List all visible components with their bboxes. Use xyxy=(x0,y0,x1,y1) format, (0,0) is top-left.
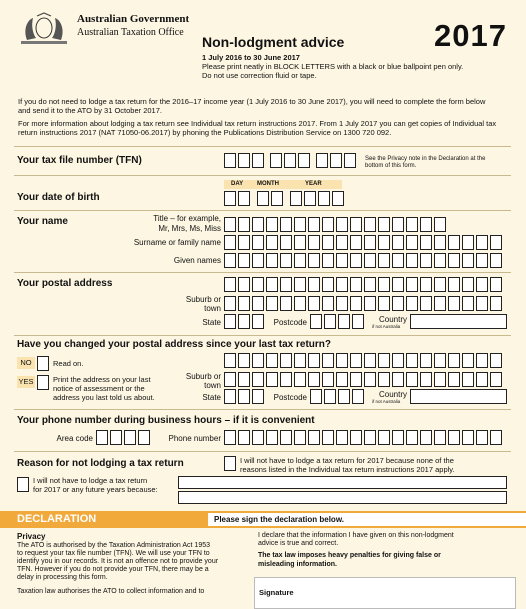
reason-opt2-checkbox[interactable] xyxy=(17,477,29,492)
address-char-box[interactable] xyxy=(392,277,404,292)
prev-address-char-box[interactable] xyxy=(252,353,264,368)
period: 1 July 2016 to 30 June 2017 xyxy=(202,53,300,62)
address-char-box[interactable] xyxy=(448,277,460,292)
yes-checkbox[interactable] xyxy=(37,375,49,390)
suburb-char-box[interactable] xyxy=(490,296,502,311)
address-char-box[interactable] xyxy=(420,277,432,292)
prev-suburb-char-box[interactable] xyxy=(378,372,390,387)
prev-suburb-char-box[interactable] xyxy=(336,372,348,387)
phone-number-box[interactable] xyxy=(224,430,236,445)
suburb-char-box[interactable] xyxy=(462,296,474,311)
phone-number-box[interactable] xyxy=(406,430,418,445)
prev-state-char-box[interactable] xyxy=(238,389,250,404)
surname-char-box[interactable] xyxy=(336,235,348,250)
phone-number-box[interactable] xyxy=(364,430,376,445)
prev-suburb-label-1: Suburb or xyxy=(185,372,221,381)
prev-address-char-box[interactable] xyxy=(490,353,502,368)
prev-suburb-label-2: town xyxy=(204,381,221,390)
declare-line-2: advice is true and correct. xyxy=(258,540,339,547)
prev-address-char-box[interactable] xyxy=(420,353,432,368)
suburb-char-box[interactable] xyxy=(322,296,334,311)
title-label-1: Title – for example, xyxy=(153,214,221,223)
surname-char-box[interactable] xyxy=(252,235,264,250)
signature-label: Signature xyxy=(259,588,294,597)
given-names-char-box[interactable] xyxy=(252,253,264,268)
address-char-box[interactable] xyxy=(238,277,250,292)
dob-day-box[interactable] xyxy=(224,191,236,206)
surname-char-box[interactable] xyxy=(448,235,460,250)
surname-char-box[interactable] xyxy=(434,235,446,250)
tfn-digit-box[interactable] xyxy=(238,153,250,168)
prev-address-char-box[interactable] xyxy=(392,353,404,368)
prev-suburb-char-box[interactable] xyxy=(448,372,460,387)
reason-opt1-checkbox[interactable] xyxy=(224,456,236,471)
privacy-heading: Privacy xyxy=(17,532,46,541)
penalty-line-1: The tax law imposes heavy penalties for giving false or xyxy=(258,552,441,559)
prev-address-char-box[interactable] xyxy=(280,353,292,368)
reason-opt2-text-2: for 2017 or any future years because: xyxy=(33,485,158,494)
phone-number-box[interactable] xyxy=(238,430,250,445)
prev-suburb-char-box[interactable] xyxy=(476,372,488,387)
address-char-box[interactable] xyxy=(252,277,264,292)
suburb-char-box[interactable] xyxy=(224,296,236,311)
name-label: Your name xyxy=(17,216,68,227)
prev-address-char-box[interactable] xyxy=(294,353,306,368)
tfn-privacy-note: See the Privacy note in the Declaration at the bottom of this form. xyxy=(365,156,486,169)
reason-label: Reason for not lodging a tax return xyxy=(17,458,184,469)
intro-paragraph-1: If you do not need to lodge a tax return for the 2016–17 income year (1 July 2016 to 30 June 2017), you will need to complete the form below and send it to the ATO by 31 October 2017. xyxy=(18,97,486,115)
phone-number-box[interactable] xyxy=(266,430,278,445)
title-char-box[interactable] xyxy=(378,217,390,232)
suburb-char-box[interactable] xyxy=(448,296,460,311)
dob-year-box[interactable] xyxy=(332,191,344,206)
form-year: 2017 xyxy=(434,18,507,53)
privacy-line-5: delay in processing this form. xyxy=(17,574,108,581)
postcode-char-box[interactable] xyxy=(324,314,336,329)
area-code-box[interactable] xyxy=(96,430,108,445)
surname-label: Surname or family name xyxy=(133,238,221,247)
given-names-char-box[interactable] xyxy=(308,253,320,268)
dob-label: Your date of birth xyxy=(17,192,100,203)
dob-month-box[interactable] xyxy=(257,191,269,206)
surname-char-box[interactable] xyxy=(308,235,320,250)
given-names-char-box[interactable] xyxy=(392,253,404,268)
given-names-char-box[interactable] xyxy=(490,253,502,268)
state-label: State xyxy=(202,318,221,327)
phone-number-box[interactable] xyxy=(462,430,474,445)
given-names-char-box[interactable] xyxy=(406,253,418,268)
intro-paragraph-2: For more information about lodging a tax return see Individual tax return instructions 2017. From 1 July 2017 you can get copies of Individual tax return instructions 2017 (NAT 71050-06.2017) by phoning the Publications Distribution Service on 1300 720 092. xyxy=(18,119,497,137)
surname-char-box[interactable] xyxy=(266,235,278,250)
given-names-char-box[interactable] xyxy=(448,253,460,268)
prev-state-char-box[interactable] xyxy=(252,389,264,404)
state-char-box[interactable] xyxy=(252,314,264,329)
address-char-box[interactable] xyxy=(322,277,334,292)
surname-char-box[interactable] xyxy=(378,235,390,250)
prev-suburb-char-box[interactable] xyxy=(420,372,432,387)
penalty-line-2: misleading information. xyxy=(258,561,337,568)
no-tag: NO xyxy=(17,357,35,369)
yes-text-2: notice of assessment or the xyxy=(53,384,145,393)
surname-char-box[interactable] xyxy=(224,235,236,250)
phone-number-box[interactable] xyxy=(336,430,348,445)
declaration-title: DECLARATION xyxy=(17,513,97,525)
suburb-char-box[interactable] xyxy=(420,296,432,311)
title-char-box[interactable] xyxy=(266,217,278,232)
phone-number-label: Phone number xyxy=(168,434,221,443)
divider xyxy=(14,146,511,147)
suburb-char-box[interactable] xyxy=(280,296,292,311)
given-names-char-box[interactable] xyxy=(434,253,446,268)
address-char-box[interactable] xyxy=(294,277,306,292)
coat-of-arms-logo xyxy=(17,12,71,46)
instruction-1: Please print neatly in BLOCK LETTERS with a black or blue ballpoint pen only. xyxy=(202,62,464,71)
prev-suburb-char-box[interactable] xyxy=(490,372,502,387)
address-char-box[interactable] xyxy=(406,277,418,292)
divider xyxy=(14,175,511,176)
title-char-box[interactable] xyxy=(420,217,432,232)
surname-char-box[interactable] xyxy=(406,235,418,250)
surname-char-box[interactable] xyxy=(490,235,502,250)
divider xyxy=(14,210,511,211)
given-names-label: Given names xyxy=(173,256,221,265)
reason-opt1-text-1: I will not have to lodge a tax return for 2017 because none of the xyxy=(240,456,454,465)
reason-opt2-text-1: I will not have to lodge a tax return xyxy=(33,476,148,485)
prev-address-char-box[interactable] xyxy=(462,353,474,368)
privacy-line-6: Taxation law authorises the ATO to collect information and to xyxy=(17,588,205,595)
prev-postcode-char-box[interactable] xyxy=(324,389,336,404)
no-checkbox[interactable] xyxy=(37,356,49,371)
declare-line-1: I declare that the information I have given on this non-lodgment xyxy=(258,532,454,539)
surname-char-box[interactable] xyxy=(280,235,292,250)
given-names-char-box[interactable] xyxy=(294,253,306,268)
prev-address-char-box[interactable] xyxy=(266,353,278,368)
suburb-char-box[interactable] xyxy=(364,296,376,311)
prev-suburb-char-box[interactable] xyxy=(280,372,292,387)
country-input[interactable] xyxy=(410,314,507,329)
title-char-box[interactable] xyxy=(238,217,250,232)
phone-number-box[interactable] xyxy=(476,430,488,445)
title-char-box[interactable] xyxy=(434,217,446,232)
surname-char-box[interactable] xyxy=(322,235,334,250)
title-char-box[interactable] xyxy=(336,217,348,232)
prev-postcode-char-box[interactable] xyxy=(310,389,322,404)
dob-day-box[interactable] xyxy=(238,191,250,206)
prev-address-char-box[interactable] xyxy=(238,353,250,368)
instruction-2: Do not use correction fluid or tape. xyxy=(202,71,317,80)
phone-number-box[interactable] xyxy=(378,430,390,445)
given-names-char-box[interactable] xyxy=(350,253,362,268)
address-char-box[interactable] xyxy=(476,277,488,292)
prev-suburb-char-box[interactable] xyxy=(462,372,474,387)
title-char-box[interactable] xyxy=(322,217,334,232)
suburb-char-box[interactable] xyxy=(434,296,446,311)
surname-char-box[interactable] xyxy=(294,235,306,250)
prev-address-char-box[interactable] xyxy=(336,353,348,368)
title-char-box[interactable] xyxy=(308,217,320,232)
prev-postcode-char-box[interactable] xyxy=(352,389,364,404)
title-char-box[interactable] xyxy=(406,217,418,232)
reason-opt1-text-2: reasons listed in the Individual tax return instructions 2017 apply. xyxy=(240,465,455,474)
area-code-box[interactable] xyxy=(110,430,122,445)
dob-year-label: YEAR xyxy=(305,181,322,187)
sign-prompt: Please sign the declaration below. xyxy=(214,515,344,524)
prev-address-char-box[interactable] xyxy=(364,353,376,368)
reason-input-line-2[interactable] xyxy=(178,491,507,504)
surname-char-box[interactable] xyxy=(392,235,404,250)
given-names-char-box[interactable] xyxy=(280,253,292,268)
suburb-char-box[interactable] xyxy=(308,296,320,311)
suburb-char-box[interactable] xyxy=(238,296,250,311)
phone-number-box[interactable] xyxy=(308,430,320,445)
postcode-char-box[interactable] xyxy=(338,314,350,329)
prev-address-char-box[interactable] xyxy=(322,353,334,368)
surname-char-box[interactable] xyxy=(350,235,362,250)
suburb-char-box[interactable] xyxy=(294,296,306,311)
surname-char-box[interactable] xyxy=(462,235,474,250)
phone-number-box[interactable] xyxy=(490,430,502,445)
postcode-label: Postcode xyxy=(273,318,307,327)
suburb-label-1: Suburb or xyxy=(185,295,221,304)
dob-month-label: MONTH xyxy=(257,181,279,187)
title-char-box[interactable] xyxy=(350,217,362,232)
dob-month-box[interactable] xyxy=(271,191,283,206)
prev-suburb-char-box[interactable] xyxy=(266,372,278,387)
country-label: Country xyxy=(378,315,407,324)
suburb-char-box[interactable] xyxy=(476,296,488,311)
prev-suburb-char-box[interactable] xyxy=(294,372,306,387)
tfn-digit-box[interactable] xyxy=(224,153,236,168)
phone-number-box[interactable] xyxy=(252,430,264,445)
address-char-box[interactable] xyxy=(434,277,446,292)
suburb-label-2: town xyxy=(204,304,221,313)
privacy-line-1: The ATO is authorised by the Taxation Administration Act 1953 xyxy=(17,542,211,549)
yes-text-3: address you last told us about. xyxy=(53,393,155,402)
dob-day-label: DAY xyxy=(231,181,244,187)
prev-address-char-box[interactable] xyxy=(378,353,390,368)
divider xyxy=(14,335,511,336)
phone-number-box[interactable] xyxy=(350,430,362,445)
area-code-label: Area code xyxy=(56,434,93,443)
address-char-box[interactable] xyxy=(266,277,278,292)
suburb-char-box[interactable] xyxy=(392,296,404,311)
form-title: Non-lodgment advice xyxy=(202,34,345,50)
dob-year-box[interactable] xyxy=(290,191,302,206)
surname-char-box[interactable] xyxy=(238,235,250,250)
prev-address-char-box[interactable] xyxy=(448,353,460,368)
tfn-digit-box[interactable] xyxy=(252,153,264,168)
phone-number-box[interactable] xyxy=(434,430,446,445)
privacy-line-2: to request your tax file number (TFN). We will use your TFN to xyxy=(17,550,210,557)
tfn-label: Your tax file number (TFN) xyxy=(17,155,142,166)
tfn-digit-box[interactable] xyxy=(344,153,356,168)
address-char-box[interactable] xyxy=(336,277,348,292)
title-char-box[interactable] xyxy=(294,217,306,232)
divider xyxy=(14,409,511,410)
prev-suburb-char-box[interactable] xyxy=(434,372,446,387)
prev-suburb-char-box[interactable] xyxy=(252,372,264,387)
prev-country-input[interactable] xyxy=(410,389,507,404)
gov-name: Australian Government xyxy=(77,13,190,25)
tfn-digit-box[interactable] xyxy=(316,153,328,168)
privacy-line-3: identify you in our records. It is not an offence not to provide your xyxy=(17,558,219,565)
title-char-box[interactable] xyxy=(224,217,236,232)
surname-char-box[interactable] xyxy=(420,235,432,250)
tfn-digit-box[interactable] xyxy=(284,153,296,168)
given-names-char-box[interactable] xyxy=(364,253,376,268)
divider xyxy=(14,272,511,273)
dob-year-box[interactable] xyxy=(304,191,316,206)
surname-char-box[interactable] xyxy=(364,235,376,250)
address-char-box[interactable] xyxy=(490,277,502,292)
tfn-digit-box[interactable] xyxy=(270,153,282,168)
prev-suburb-char-box[interactable] xyxy=(322,372,334,387)
suburb-char-box[interactable] xyxy=(350,296,362,311)
suburb-char-box[interactable] xyxy=(336,296,348,311)
given-names-char-box[interactable] xyxy=(476,253,488,268)
postcode-char-box[interactable] xyxy=(310,314,322,329)
yes-text-1: Print the address on your last xyxy=(53,375,151,384)
tfn-digit-box[interactable] xyxy=(298,153,310,168)
prev-suburb-char-box[interactable] xyxy=(350,372,362,387)
prev-address-char-box[interactable] xyxy=(350,353,362,368)
prev-state-label: State xyxy=(202,393,221,402)
area-code-box[interactable] xyxy=(138,430,150,445)
address-char-box[interactable] xyxy=(224,277,236,292)
privacy-line-4: TFN. However if you do not provide your TFN, there may be a xyxy=(17,566,209,573)
ato-name: Australian Taxation Office xyxy=(77,27,184,38)
prev-country-note: if not Australia xyxy=(372,399,401,404)
given-names-char-box[interactable] xyxy=(336,253,348,268)
given-names-char-box[interactable] xyxy=(224,253,236,268)
title-char-box[interactable] xyxy=(252,217,264,232)
address-char-box[interactable] xyxy=(462,277,474,292)
prev-suburb-char-box[interactable] xyxy=(392,372,404,387)
given-names-char-box[interactable] xyxy=(266,253,278,268)
phone-number-box[interactable] xyxy=(294,430,306,445)
prev-address-char-box[interactable] xyxy=(308,353,320,368)
prev-address-char-box[interactable] xyxy=(406,353,418,368)
prev-suburb-char-box[interactable] xyxy=(238,372,250,387)
prev-suburb-char-box[interactable] xyxy=(224,372,236,387)
postal-label: Your postal address xyxy=(17,278,113,289)
prev-country-label: Country xyxy=(378,390,407,399)
country-note: if not Australia xyxy=(372,324,401,329)
suburb-char-box[interactable] xyxy=(266,296,278,311)
divider xyxy=(14,451,511,452)
tfn-digit-box[interactable] xyxy=(330,153,342,168)
title-label-2: Mr, Mrs, Ms, Miss xyxy=(158,224,221,233)
address-char-box[interactable] xyxy=(350,277,362,292)
state-char-box[interactable] xyxy=(224,314,236,329)
phone-number-box[interactable] xyxy=(322,430,334,445)
phone-number-box[interactable] xyxy=(280,430,292,445)
yes-tag: YES xyxy=(18,377,34,386)
given-names-char-box[interactable] xyxy=(462,253,474,268)
suburb-char-box[interactable] xyxy=(406,296,418,311)
title-char-box[interactable] xyxy=(392,217,404,232)
phone-number-box[interactable] xyxy=(448,430,460,445)
title-char-box[interactable] xyxy=(364,217,376,232)
address-char-box[interactable] xyxy=(364,277,376,292)
reason-input-line-1[interactable] xyxy=(178,476,507,489)
prev-suburb-char-box[interactable] xyxy=(406,372,418,387)
given-names-char-box[interactable] xyxy=(322,253,334,268)
prev-address-char-box[interactable] xyxy=(434,353,446,368)
surname-char-box[interactable] xyxy=(476,235,488,250)
prev-suburb-char-box[interactable] xyxy=(308,372,320,387)
address-char-box[interactable] xyxy=(308,277,320,292)
suburb-char-box[interactable] xyxy=(252,296,264,311)
phone-number-box[interactable] xyxy=(420,430,432,445)
state-char-box[interactable] xyxy=(238,314,250,329)
address-char-box[interactable] xyxy=(378,277,390,292)
phone-number-box[interactable] xyxy=(392,430,404,445)
phone-label: Your phone number during business hours – if it is convenient xyxy=(17,415,315,426)
given-names-char-box[interactable] xyxy=(420,253,432,268)
area-code-box[interactable] xyxy=(124,430,136,445)
prev-state-char-box[interactable] xyxy=(224,389,236,404)
prev-address-char-box[interactable] xyxy=(476,353,488,368)
prev-address-char-box[interactable] xyxy=(224,353,236,368)
suburb-char-box[interactable] xyxy=(378,296,390,311)
prev-postcode-char-box[interactable] xyxy=(338,389,350,404)
dob-year-box[interactable] xyxy=(318,191,330,206)
prev-suburb-char-box[interactable] xyxy=(364,372,376,387)
no-text: Read on. xyxy=(53,359,84,368)
changed-address-label: Have you changed your postal address since your last tax return? xyxy=(17,339,331,350)
address-char-box[interactable] xyxy=(280,277,292,292)
prev-postcode-label: Postcode xyxy=(273,393,307,402)
given-names-char-box[interactable] xyxy=(238,253,250,268)
given-names-char-box[interactable] xyxy=(378,253,390,268)
title-char-box[interactable] xyxy=(280,217,292,232)
postcode-char-box[interactable] xyxy=(352,314,364,329)
